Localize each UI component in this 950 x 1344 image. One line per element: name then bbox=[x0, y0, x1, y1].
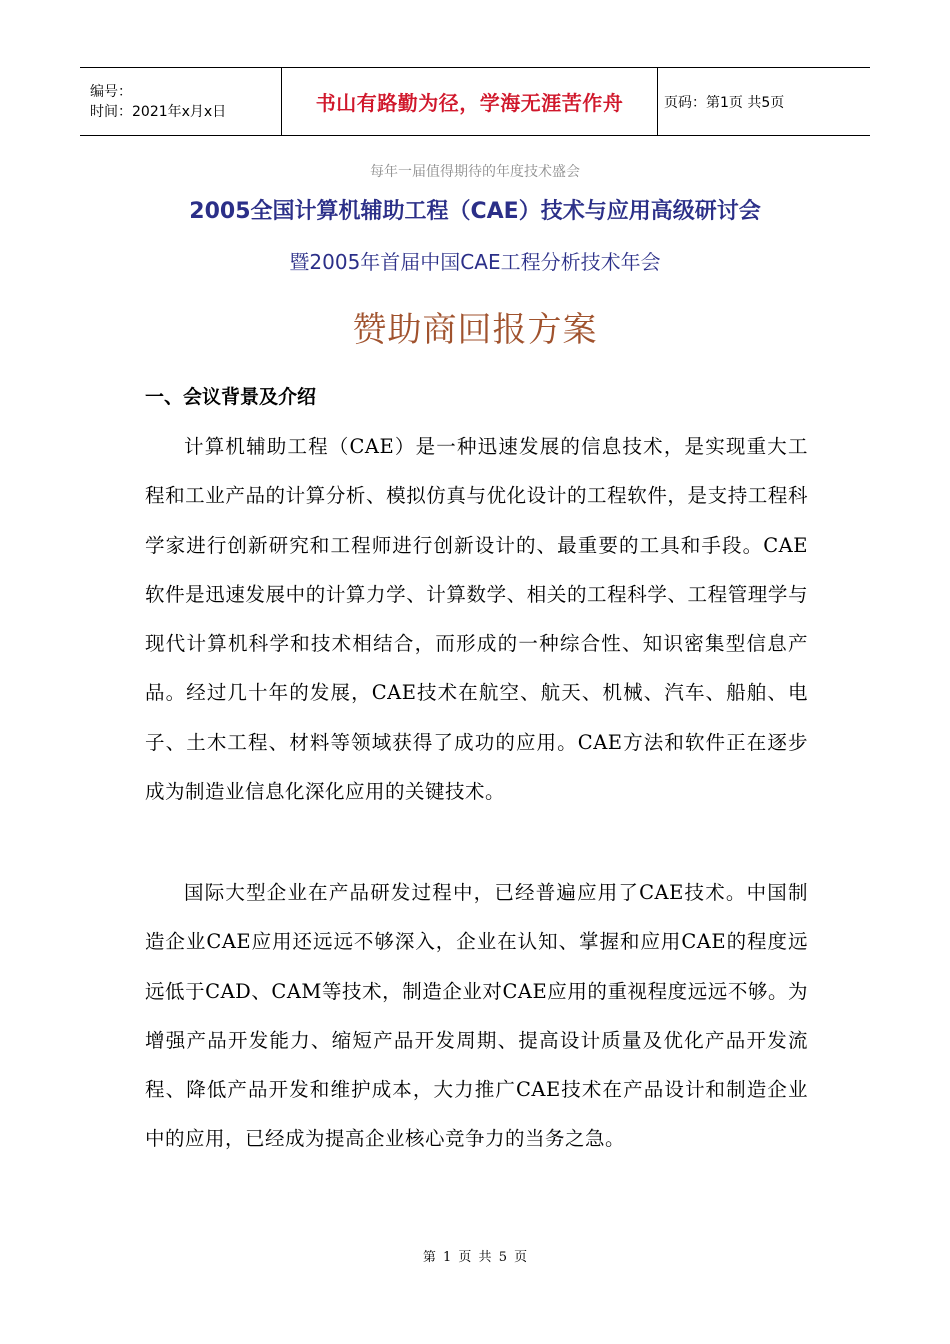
header-page-number: 页码：第1页 共5页 bbox=[664, 94, 785, 111]
header-motto: 书山有路勤为径，学海无涯苦作舟 bbox=[315, 91, 624, 115]
document-header bbox=[80, 67, 870, 136]
header-motto-cell bbox=[282, 68, 658, 135]
page-footer: 第 1 页 共 5 页 bbox=[422, 1250, 528, 1265]
header-page-cell bbox=[658, 68, 870, 135]
header-meta bbox=[80, 68, 282, 135]
section-heading: 一、会议背景及介绍 bbox=[145, 386, 317, 408]
event-title: 2005全国计算机辅助工程（CAE）技术与应用高级研讨会 bbox=[189, 199, 761, 224]
event-tagline: 每年一届值得期待的年度技术盛会 bbox=[370, 164, 580, 180]
event-subtitle: 暨2005年首届中国CAE工程分析技术年会 bbox=[289, 250, 661, 274]
paragraph: 计算机辅助工程（CAE）是一种迅速发展的信息技术，是实现重大工程和工业产品的计算分析、模拟仿真与优化设计的工程软件，是支持工程科学家进行创新研究和工程师进行创新设计的、最重要的工具和手段。CAE软件是迅速发展中的计算力学、计算数学、相关的工程科学、工程管理学与现代计算机科学和技术相结合，而形成的一种综合性、知识密集型信息产品。经过几十年的发展，CAE技术在航空、航天、机械、汽车、船舶、电子、土木工程、材料等领域获得了成功的应用。CAE方法和软件正在逐步成为制造业信息化深化应用的关键技术。 bbox=[145, 435, 808, 804]
plan-title: 赞助商回报方案 bbox=[352, 310, 598, 350]
document-date: 时间：2021年x月x日 bbox=[90, 103, 227, 120]
paragraph: 国际大型企业在产品研发过程中，已经普遍应用了CAE技术。中国制造企业CAE应用还远远不够深入，企业在认知、掌握和应用CAE的程度远远低于CAD、CAM等技术，制造企业对CAE应用的重视程度远远不够。为增强产品开发能力、缩短产品开发周期、提高设计质量及优化产品开发流程、降低产品开发和维护成本，大力推广CAE技术在产品设计和制造企业中的应用，已经成为提高企业核心竞争力的当务之急。 bbox=[145, 881, 808, 1151]
document-number: 编号： bbox=[90, 83, 132, 100]
